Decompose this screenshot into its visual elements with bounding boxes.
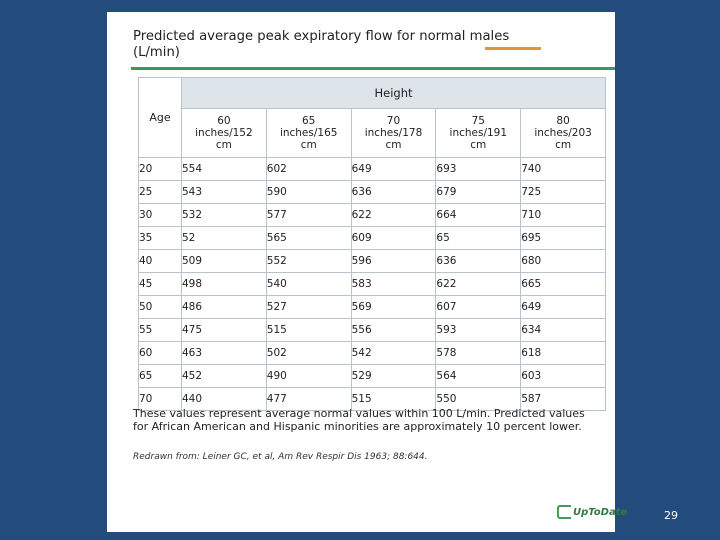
value-cell: 540: [266, 273, 351, 296]
value-cell: 679: [436, 181, 521, 204]
value-cell: 552: [266, 250, 351, 273]
value-cell: 486: [182, 296, 267, 319]
table-row: [139, 319, 606, 342]
table-row: [139, 227, 606, 250]
table-row: [139, 158, 606, 181]
value-cell: 569: [351, 296, 436, 319]
value-cell: 502: [266, 342, 351, 365]
value-cell: 463: [182, 342, 267, 365]
value-cell: 583: [351, 273, 436, 296]
value-cell: 710: [521, 204, 606, 227]
age-cell: 60: [139, 342, 182, 365]
value-cell: 542: [351, 342, 436, 365]
age-cell: 50: [139, 296, 182, 319]
value-cell: 578: [436, 342, 521, 365]
age-cell: 30: [139, 204, 182, 227]
title-accent-bar: [485, 47, 541, 50]
page-title: [133, 29, 553, 61]
value-cell: 515: [351, 388, 436, 411]
value-cell: 664: [436, 204, 521, 227]
value-cell: 680: [521, 250, 606, 273]
value-cell: 649: [521, 296, 606, 319]
age-cell: 65: [139, 365, 182, 388]
source-citation: Redrawn from: Leiner GC, et al, Am Rev Respir Dis 1963; 88:644.: [133, 452, 428, 462]
value-cell: 636: [351, 181, 436, 204]
table-top-rule: [131, 67, 615, 70]
logo-bracket-icon: [557, 505, 571, 519]
value-cell: 554: [182, 158, 267, 181]
value-cell: 695: [521, 227, 606, 250]
value-cell: 665: [521, 273, 606, 296]
age-cell: 40: [139, 250, 182, 273]
value-cell: 725: [521, 181, 606, 204]
value-cell: 550: [436, 388, 521, 411]
value-cell: 498: [182, 273, 267, 296]
height-col-header: 60 inches/152 cm: [182, 109, 267, 158]
age-column-header: Age: [139, 78, 182, 158]
height-col-header: 70 inches/178 cm: [351, 109, 436, 158]
value-cell: 603: [521, 365, 606, 388]
value-cell: 475: [182, 319, 267, 342]
value-cell: 740: [521, 158, 606, 181]
value-cell: 543: [182, 181, 267, 204]
value-cell: 593: [436, 319, 521, 342]
table-row: [139, 342, 606, 365]
height-col-header: 75 inches/191 cm: [436, 109, 521, 158]
value-cell: 587: [521, 388, 606, 411]
value-cell: 609: [351, 227, 436, 250]
value-cell: 636: [436, 250, 521, 273]
value-cell: 622: [351, 204, 436, 227]
height-col-header: 80 inches/203 cm: [521, 109, 606, 158]
title-line-1: Predicted average peak expiratory flow for normal males: [133, 29, 510, 44]
table-row: [139, 365, 606, 388]
value-cell: 556: [351, 319, 436, 342]
value-cell: 565: [266, 227, 351, 250]
value-cell: 532: [182, 204, 267, 227]
age-cell: 20: [139, 158, 182, 181]
value-cell: 693: [436, 158, 521, 181]
slide-sheet: [107, 12, 628, 532]
footnote: These values represent average normal values within 100 L/min. Predicted values for African American and Hispanic minorities are approximately 10 percent lower.: [133, 407, 585, 433]
height-col-header: 65 inches/165 cm: [266, 109, 351, 158]
value-cell: 622: [436, 273, 521, 296]
value-cell: 607: [436, 296, 521, 319]
table-row: [139, 273, 606, 296]
value-cell: 509: [182, 250, 267, 273]
value-cell: 577: [266, 204, 351, 227]
value-cell: 452: [182, 365, 267, 388]
value-cell: 649: [351, 158, 436, 181]
uptodate-logo: [557, 505, 627, 519]
value-cell: 515: [266, 319, 351, 342]
value-cell: 440: [182, 388, 267, 411]
value-cell: 596: [351, 250, 436, 273]
table-row: [139, 204, 606, 227]
value-cell: 52: [182, 227, 267, 250]
table-row: [139, 250, 606, 273]
page-number: 29: [664, 509, 678, 522]
height-column-headers: [139, 109, 606, 158]
value-cell: 590: [266, 181, 351, 204]
age-cell: 45: [139, 273, 182, 296]
value-cell: 602: [266, 158, 351, 181]
table-row: [139, 181, 606, 204]
title-line-2: (L/min): [133, 45, 180, 60]
value-cell: 527: [266, 296, 351, 319]
age-cell: 70: [139, 388, 182, 411]
age-cell: 35: [139, 227, 182, 250]
table-row: [139, 296, 606, 319]
value-cell: 490: [266, 365, 351, 388]
value-cell: 65: [436, 227, 521, 250]
age-cell: 55: [139, 319, 182, 342]
value-cell: 564: [436, 365, 521, 388]
value-cell: 618: [521, 342, 606, 365]
peak-flow-table: [138, 77, 606, 411]
value-cell: 634: [521, 319, 606, 342]
age-cell: 25: [139, 181, 182, 204]
logo-text: UpToDate: [573, 506, 628, 518]
height-group-header: Height: [182, 78, 606, 109]
value-cell: 477: [266, 388, 351, 411]
value-cell: 529: [351, 365, 436, 388]
